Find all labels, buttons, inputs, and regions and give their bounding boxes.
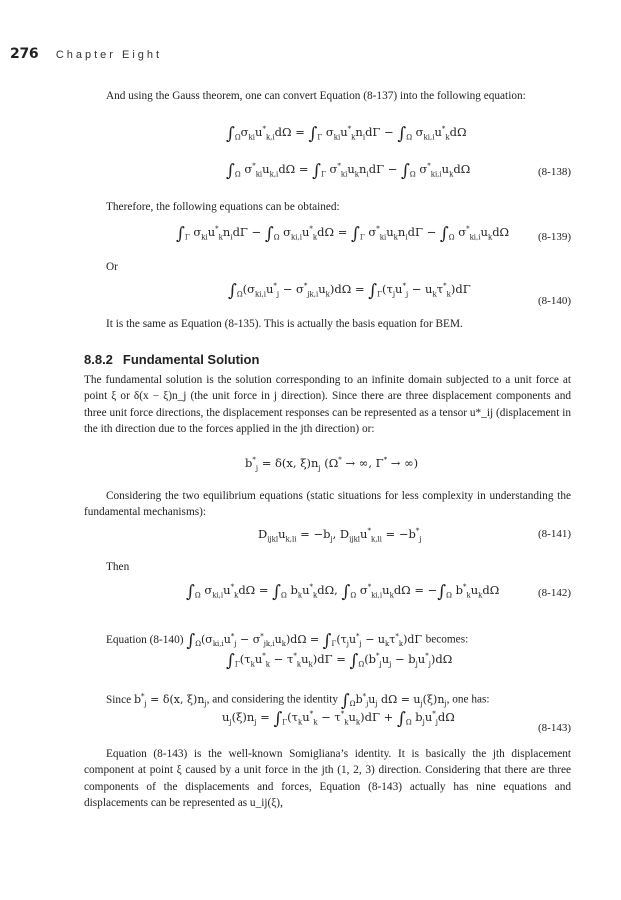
equation-8-138: $\int_\Omega$ $\sigma^*_{ki}u_{k,i}d\Omega = \int_\Gamma$ $\sigma^*_{ki}u_kn_id\Gamma - \int_\Omega$ $\sigma^*_{ki,i}u_kd\Omega$: [226, 161, 471, 181]
equation-number-8-138: (8-138): [538, 166, 571, 178]
paragraph-equilibrium: Considering the two equilibrium equations (static situations for less complexity in understanding the fundamental mechanisms):: [84, 490, 571, 519]
paragraph-substitution: [84, 628, 571, 652]
paragraph-somigliana: Equation (8-143) is the well-known Somigliana’s identity. It is basically the jth displacement component at point ξ caused by a unit force in the jth (1, 2, 3) direction. Considering that there are three components of the displacements and forces, Equation (8-143) actually has nine equations and displacements can be represented as u_ij(ξ),: [84, 748, 571, 810]
equation-number-8-139: (8-139): [538, 231, 571, 243]
paragraph-gauss-intro: And using the Gauss theorem, one can convert Equation (8-137) into the following equation:: [106, 90, 526, 102]
chapter-title: Chapter Eight: [55, 49, 163, 61]
equation-number-8-140: (8-140): [538, 295, 571, 307]
since-mid: , and considering the identity: [206, 693, 339, 706]
equation-number-8-141: (8-141): [538, 528, 571, 540]
since-lead: Since: [106, 693, 132, 706]
equation-identity: $\int_\Omega b^*_ju_j$ $d\Omega = u_j(\xi)n_j$: [340, 690, 447, 711]
equation-8-139: $\int_\Gamma$ $\sigma_{ki}u^*_kn_id\Gamma - \int_\Omega$ $\sigma_{ki,i}u^*_kd\Omega = \int_\Gamma$ $\sigma^*_{ki}u_kn_id\Gamma - \int_\Omega$ $\sigma^*_{ki,i}u_kd\Omega$: [176, 224, 510, 244]
paragraph-fundamental-solution: The fundamental solution is the solution corresponding to an infinite domain subjected to a unit force at point ξ or δ(x − ξ)n_j (the unit force in j direction). Since there are three displacement components and three unit force directions, the displacement responses can be represented as a tensor u*_ij (displacement in the ith direction due to the forces applied in the jth direction) or:: [84, 374, 571, 436]
equation-8-142: $\int_\Omega$ $\sigma_{ki,i}u^*_kd\Omega = \int_\Omega$ $b_ku^*_kd\Omega$, $\int_\Omega$ $\sigma^*_{ki,i}u_kd\Omega = -\int_\Omega$ $b^*_ku_kd\Omega$: [186, 582, 500, 602]
substitution-tail: becomes:: [425, 633, 469, 646]
equation-8-143: $u_j(\xi)n_j = \int_\Gamma(\tau_ku^*_k - \tau^*_ku_k)d\Gamma + \int_\Omega$ $b_ju^*_jd\Omega$: [222, 709, 455, 729]
paragraph-or: Or: [106, 261, 118, 273]
equation-dirac-force: $b^*_j = \delta(x$, $\xi)n_j$: [133, 692, 207, 708]
running-header: [10, 46, 162, 62]
equation-gauss-1: $\int_\Omega\sigma_{ki}u^*_{k,i}d\Omega = \int_\Gamma$ $\sigma_{ki}u^*_kn_id\Gamma - \int_\Omega$ $\sigma_{ki,i}u^*_kd\Omega$: [226, 124, 467, 144]
equation-8-141: $D_{ijkl}u_{k,li} = -b_j$, $D_{ijkl}u^*_{k,li} = -b^*_j$: [258, 527, 422, 544]
paragraph-bem-basis: It is the same as Equation (8-135). This is actually the basis equation for BEM.: [106, 318, 463, 330]
equation-number-8-142: (8-142): [538, 587, 571, 599]
paragraph-therefore: Therefore, the following equations can be obtained:: [106, 201, 340, 213]
section-title: Fundamental Solution: [122, 352, 260, 367]
equation-number-8-143: (8-143): [538, 722, 571, 734]
equation-substituted: $\int_\Omega(\sigma_{ki,i}u^*_j - \sigma^*_{jk,i}u_k)d\Omega = \int_\Gamma(\tau_ju^*_j - u_k\tau^*_k)d\Gamma$: [186, 630, 426, 651]
since-tail: , one has:: [446, 693, 490, 706]
substitution-lead: Equation (8-140): [106, 633, 184, 646]
section-number: 8.8.2: [84, 352, 113, 367]
page-number: 276: [10, 46, 39, 62]
equation-8-140: $\int_\Omega(\sigma_{ki,i}u^*_j - \sigma^*_{jk,i}u_k)d\Omega = \int_\Gamma(\tau_ju^*_j - u_k\tau^*_k)d\Gamma$: [228, 281, 471, 301]
equation-body-force: $b^*_j = \delta(x$, $\xi)n_j$ (Ω* → ∞, Γ* → ∞): [245, 456, 419, 473]
paragraph-then: Then: [106, 561, 130, 573]
equation-reduced: $\int_\Gamma(\tau_ku^*_k - \tau^*_ku_k)d\Gamma = \int_\Omega(b^*_ju_j - b_ju^*_j)d\Omega$: [226, 651, 453, 671]
section-heading: [84, 352, 259, 367]
